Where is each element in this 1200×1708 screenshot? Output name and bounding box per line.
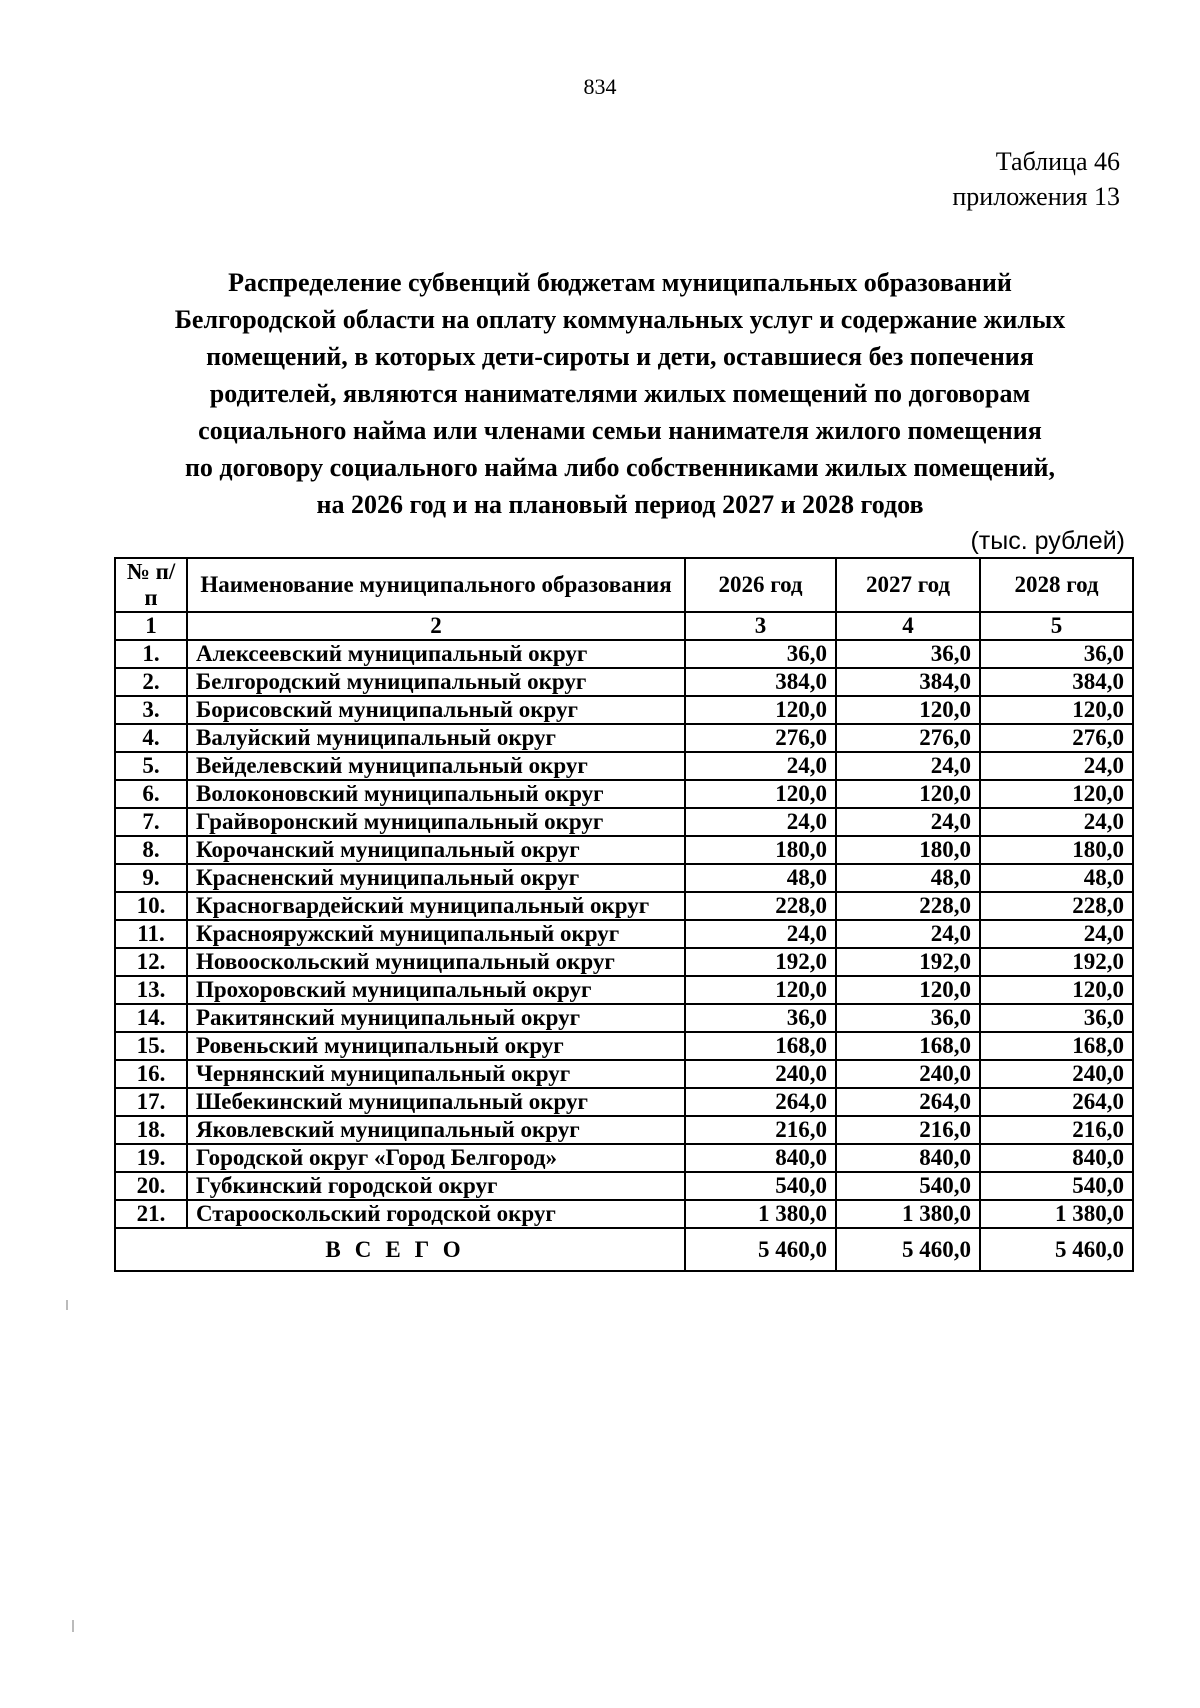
municipality-name: Ровеньский муниципальный округ [187,1032,685,1060]
value-2026: 384,0 [685,668,836,696]
value-2026: 228,0 [685,892,836,920]
table-row [115,808,1133,836]
total-2028: 5 460,0 [980,1228,1133,1271]
title-line: помещений, в которых дети-сироты и дети, оставшиеся без попечения [206,342,1034,371]
municipality-name: Городской округ «Город Белгород» [187,1144,685,1172]
column-number: 2 [187,612,685,640]
value-2026: 24,0 [685,752,836,780]
subsidy-table [114,557,1134,1272]
municipality-name: Белгородский муниципальный округ [187,668,685,696]
value-2027: 264,0 [836,1088,980,1116]
value-2028: 36,0 [980,640,1133,668]
municipality-name: Красненский муниципальный округ [187,864,685,892]
municipality-name: Новооскольский муниципальный округ [187,948,685,976]
value-2028: 540,0 [980,1172,1133,1200]
row-number: 1. [115,640,187,668]
row-number: 19. [115,1144,187,1172]
value-2026: 48,0 [685,864,836,892]
value-2026: 120,0 [685,780,836,808]
value-2028: 120,0 [980,780,1133,808]
value-2028: 48,0 [980,864,1133,892]
municipality-name: Красногвардейский муниципальный округ [187,892,685,920]
table-header-row [115,558,1133,612]
value-2027: 276,0 [836,724,980,752]
value-2028: 192,0 [980,948,1133,976]
column-number: 4 [836,612,980,640]
value-2028: 120,0 [980,696,1133,724]
title-line: Распределение субвенций бюджетам муниципальных образований [228,268,1012,297]
row-number: 18. [115,1116,187,1144]
municipality-name: Прохоровский муниципальный округ [187,976,685,1004]
value-2027: 24,0 [836,808,980,836]
row-number: 8. [115,836,187,864]
table-row [115,836,1133,864]
value-2026: 240,0 [685,1060,836,1088]
value-2027: 240,0 [836,1060,980,1088]
table-row [115,668,1133,696]
row-number: 2. [115,668,187,696]
value-2027: 36,0 [836,640,980,668]
header-2026: 2026 год [685,558,836,612]
row-number: 3. [115,696,187,724]
table-row [115,864,1133,892]
value-2026: 216,0 [685,1116,836,1144]
value-2026: 264,0 [685,1088,836,1116]
row-number: 10. [115,892,187,920]
value-2028: 1 380,0 [980,1200,1133,1228]
title-line: Белгородской области на оплату коммунальных услуг и содержание жилых [174,305,1066,334]
value-2028: 228,0 [980,892,1133,920]
municipality-name: Яковлевский муниципальный округ [187,1116,685,1144]
value-2026: 276,0 [685,724,836,752]
row-number: 20. [115,1172,187,1200]
municipality-name: Ракитянский муниципальный округ [187,1004,685,1032]
column-number: 5 [980,612,1133,640]
value-2027: 180,0 [836,836,980,864]
total-2027: 5 460,0 [836,1228,980,1271]
row-number: 21. [115,1200,187,1228]
total-row [115,1228,1133,1271]
table-row [115,1004,1133,1032]
value-2026: 120,0 [685,696,836,724]
table-row [115,780,1133,808]
municipality-name: Губкинский городской округ [187,1172,685,1200]
table-row [115,976,1133,1004]
table-row [115,1088,1133,1116]
value-2028: 120,0 [980,976,1133,1004]
title-line: родителей, являются нанимателями жилых помещений по договорам [209,379,1031,408]
header-num: № п/п [115,558,187,612]
row-number: 11. [115,920,187,948]
column-number-row [115,612,1133,640]
table-row [115,1116,1133,1144]
table-row [115,948,1133,976]
municipality-name: Алексеевский муниципальный округ [187,640,685,668]
value-2027: 24,0 [836,920,980,948]
row-number: 14. [115,1004,187,1032]
municipality-name: Борисовский муниципальный округ [187,696,685,724]
value-2027: 216,0 [836,1116,980,1144]
table-row [115,1032,1133,1060]
municipality-name: Краснояружский муниципальный округ [187,920,685,948]
municipality-name: Корочанский муниципальный округ [187,836,685,864]
value-2028: 276,0 [980,724,1133,752]
total-label: ВСЕГО [115,1228,685,1271]
value-2028: 840,0 [980,1144,1133,1172]
units-label: (тыс. рублей) [970,527,1125,555]
value-2028: 240,0 [980,1060,1133,1088]
row-number: 17. [115,1088,187,1116]
page-number: 834 [583,74,617,99]
value-2028: 24,0 [980,920,1133,948]
value-2028: 36,0 [980,1004,1133,1032]
value-2026: 840,0 [685,1144,836,1172]
table-row [115,892,1133,920]
value-2027: 168,0 [836,1032,980,1060]
header-2028: 2028 год [980,558,1133,612]
value-2026: 540,0 [685,1172,836,1200]
value-2026: 180,0 [685,836,836,864]
value-2028: 24,0 [980,752,1133,780]
table-row [115,696,1133,724]
table-row [115,752,1133,780]
table-row [115,640,1133,668]
municipality-name: Валуйский муниципальный округ [187,724,685,752]
municipality-name: Вейделевский муниципальный округ [187,752,685,780]
column-number: 1 [115,612,187,640]
value-2027: 228,0 [836,892,980,920]
value-2026: 24,0 [685,808,836,836]
row-number: 15. [115,1032,187,1060]
table-row [115,1144,1133,1172]
row-number: 6. [115,780,187,808]
value-2028: 264,0 [980,1088,1133,1116]
row-number: 13. [115,976,187,1004]
row-number: 7. [115,808,187,836]
municipality-name: Грайворонский муниципальный округ [187,808,685,836]
value-2027: 24,0 [836,752,980,780]
municipality-name: Волоконовский муниципальный округ [187,780,685,808]
value-2027: 120,0 [836,780,980,808]
value-2026: 192,0 [685,948,836,976]
title-line: по договору социального найма либо собственниками жилых помещений, [184,453,1056,482]
row-number: 16. [115,1060,187,1088]
table-row [115,1172,1133,1200]
value-2028: 180,0 [980,836,1133,864]
scan-mark [72,1620,74,1632]
table-row [115,1060,1133,1088]
table-reference-line1: Таблица 46 [995,147,1120,176]
column-number: 3 [685,612,836,640]
document-title [140,264,1100,523]
municipality-name: Чернянский муниципальный округ [187,1060,685,1088]
value-2028: 168,0 [980,1032,1133,1060]
table-reference [952,144,1120,214]
municipality-name: Шебекинский муниципальный округ [187,1088,685,1116]
value-2027: 48,0 [836,864,980,892]
title-line: на 2026 год и на плановый период 2027 и 2028 годов [316,490,924,519]
value-2028: 24,0 [980,808,1133,836]
table-row [115,724,1133,752]
value-2026: 168,0 [685,1032,836,1060]
value-2026: 36,0 [685,640,836,668]
value-2028: 384,0 [980,668,1133,696]
value-2027: 1 380,0 [836,1200,980,1228]
table-row [115,1200,1133,1228]
value-2026: 1 380,0 [685,1200,836,1228]
value-2027: 120,0 [836,976,980,1004]
value-2027: 384,0 [836,668,980,696]
row-number: 4. [115,724,187,752]
value-2027: 36,0 [836,1004,980,1032]
row-number: 12. [115,948,187,976]
table-row [115,920,1133,948]
value-2027: 120,0 [836,696,980,724]
value-2027: 540,0 [836,1172,980,1200]
table-reference-line2: приложения 13 [952,182,1120,211]
header-name: Наименование муниципального образования [187,558,685,612]
value-2026: 36,0 [685,1004,836,1032]
scan-mark [66,1300,68,1310]
total-2026: 5 460,0 [685,1228,836,1271]
value-2026: 24,0 [685,920,836,948]
municipality-name: Старооскольский городской округ [187,1200,685,1228]
header-2027: 2027 год [836,558,980,612]
value-2028: 216,0 [980,1116,1133,1144]
table-body [115,640,1133,1228]
row-number: 5. [115,752,187,780]
value-2027: 192,0 [836,948,980,976]
title-line: социального найма или членами семьи нанимателя жилого помещения [198,416,1042,445]
value-2027: 840,0 [836,1144,980,1172]
value-2026: 120,0 [685,976,836,1004]
row-number: 9. [115,864,187,892]
